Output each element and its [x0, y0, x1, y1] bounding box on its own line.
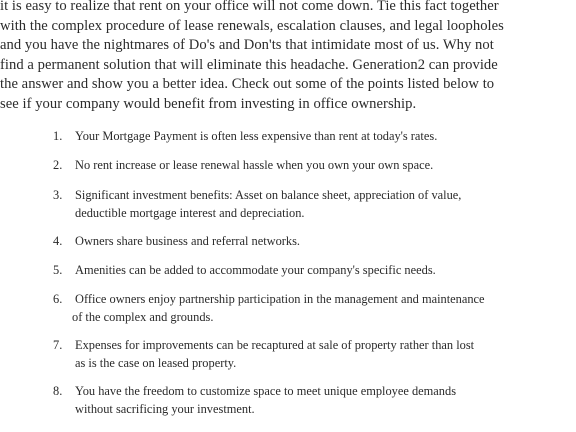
intro-line: it is easy to realize that rent on your office will not come down. Tie this fact together [0, 0, 499, 14]
intro-line: and you have the nightmares of Do's and Don'ts that intimidate most of us. Why not [0, 37, 494, 54]
list-item-text [75, 382, 456, 418]
list-item-number: 6. [53, 292, 63, 306]
list-item-line: Your Mortgage Payment is often less expensive than rent at today's rates. [75, 129, 438, 143]
list-item-line: as is the case on leased property. [75, 356, 237, 370]
list-item-line: No rent increase or lease renewal hassle when you own your own space. [75, 158, 434, 172]
list-item-line: without sacrificing your investment. [75, 402, 255, 416]
list-item-number: 3. [53, 188, 63, 202]
list-item-line: Owners share business and referral networks. [75, 234, 301, 248]
list-item-number: 5. [53, 263, 63, 277]
list-item-line: You have the freedom to customize space to meet unique employee demands [75, 384, 457, 398]
list-item-text [75, 336, 474, 372]
list-item-number: 2. [53, 158, 63, 172]
list-item-line: Office owners enjoy partnership participation in the management and maintenance [75, 292, 485, 306]
list-item-line: of the complex and grounds. [72, 310, 214, 324]
list-item-number: 4. [53, 234, 63, 248]
list-item-text [72, 290, 485, 326]
list-item-text [75, 186, 461, 222]
intro-line: find a permanent solution that will eliminate this headache. Generation2 can provide [0, 56, 498, 73]
list-item-line: Amenities can be added to accommodate your company's specific needs. [75, 263, 436, 277]
list-item-number: 7. [53, 338, 63, 352]
intro-paragraph [0, 0, 574, 115]
list-item-line: Expenses for improvements can be recaptured at sale of property rather than lost [75, 338, 475, 352]
intro-line: see if your company would benefit from investing in office ownership. [0, 95, 417, 112]
list-item-text [75, 127, 437, 145]
list-item-text [75, 261, 436, 279]
intro-line: the answer and show you a better idea. Check out some of the points listed below to [0, 76, 495, 93]
list-item-text [75, 156, 433, 174]
list-item-line: deductible mortgage interest and depreciation. [75, 206, 305, 220]
list-item-number: 8. [53, 384, 63, 398]
list-item-number: 1. [53, 129, 63, 143]
list-item-line: Significant investment benefits: Asset on balance sheet, appreciation of value, [75, 188, 462, 202]
list-item-text [75, 232, 300, 250]
intro-line: with the complex procedure of lease renewals, escalation clauses, and legal loopholes [0, 17, 504, 34]
